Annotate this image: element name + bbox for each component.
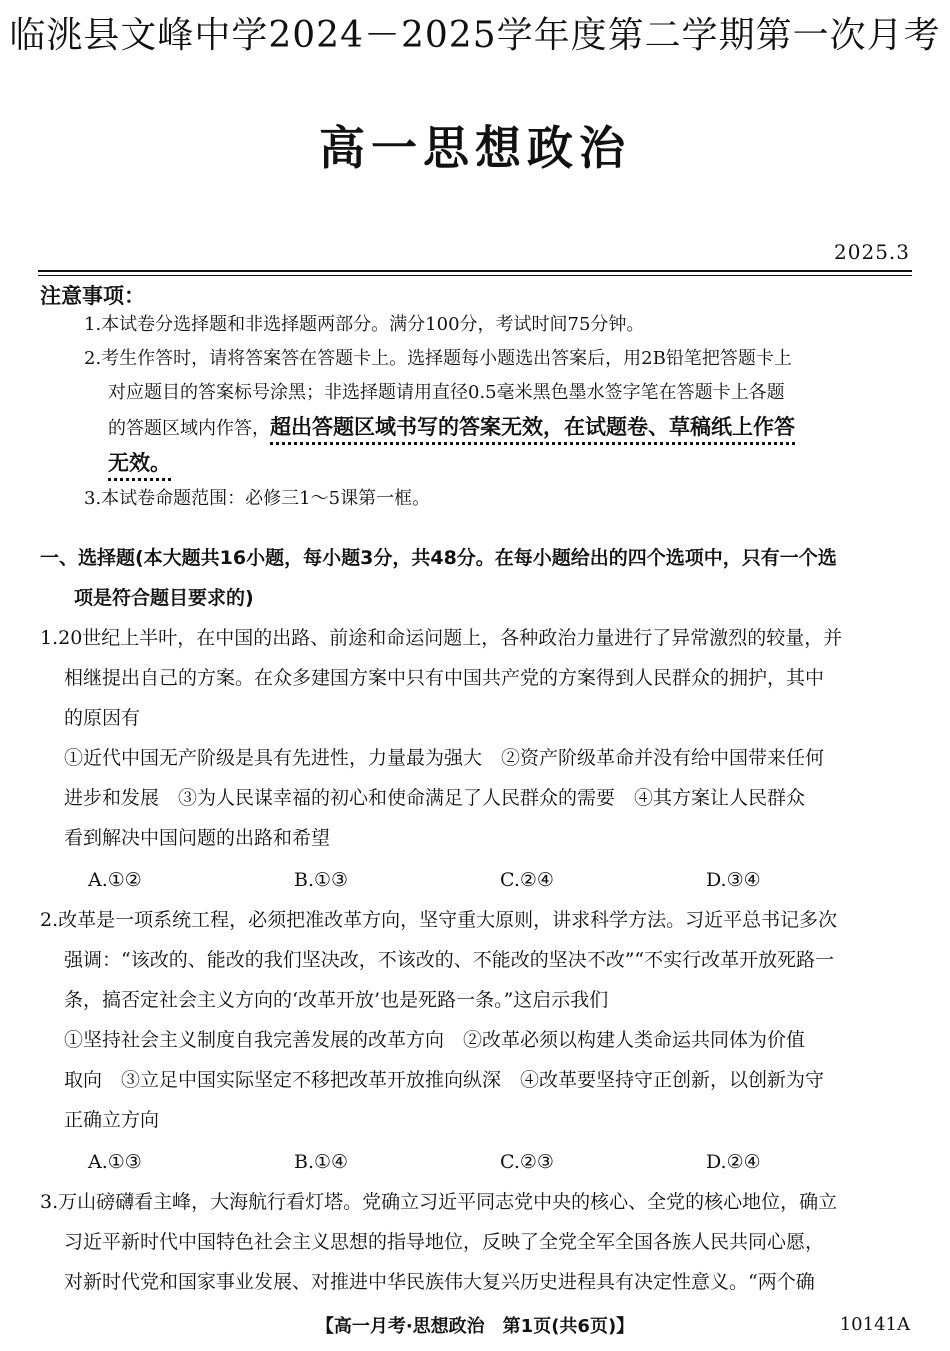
question-2 xyxy=(40,900,912,1140)
q2-option-c[interactable]: C.②③ xyxy=(500,1151,554,1173)
paper-code: 10141A xyxy=(839,1314,910,1335)
q1-line-1: 1.20世纪上半叶，在中国的出路、前途和命运问题上，各种政治力量进行了异常激烈的较量，并 xyxy=(40,627,843,649)
q1-line-6: 看到解决中国问题的出路和希望 xyxy=(64,827,331,849)
subject-title: 高一思想政治 xyxy=(319,121,631,175)
notice-item-3: 3.本试卷命题范围：必修三1～5课第一框。 xyxy=(84,488,431,509)
q2-option-a[interactable]: A.①③ xyxy=(88,1151,142,1173)
q1-line-2: 相继提出自己的方案。在众多建国方案中只有中国共产党的方案得到人民群众的拥护，其中 xyxy=(64,667,825,689)
notice-item-2-line-4 xyxy=(40,446,910,482)
divider-thin xyxy=(38,275,912,276)
notice-item-2-line-2: 对应题目的答案标号涂黑；非选择题请用直径0.5毫米黑色墨水签字笔在答题卡上各题 xyxy=(108,382,785,403)
q1-line-5: 进步和发展 ③为人民谋幸福的初心和使命满足了人民群众的需要 ④其方案让人民群众 xyxy=(64,787,806,809)
section-heading-line-1: 一、选择题(本大题共16小题，每小题3分，共48分。在每小题给出的四个选项中，只有一个选 xyxy=(40,547,837,569)
notice-item-2-line-3 xyxy=(40,410,910,446)
section-heading-line-2: 项是符合题目要求的) xyxy=(74,587,254,609)
q3-line-1: 3.万山磅礴看主峰，大海航行看灯塔。党确立习近平同志党中央的核心、全党的核心地位，确立 xyxy=(40,1191,838,1213)
q2-line-3: 条，搞否定社会主义方向的‘改革开放’也是死路一条。”这启示我们 xyxy=(64,989,609,1011)
q2-line-4: ①坚持社会主义制度自我完善发展的改革方向 ②改革必须以构建人类命运共同体为价值 xyxy=(64,1029,806,1051)
notice-emphasis-end: 无效。 xyxy=(108,451,171,475)
notice-item-2-line-1: 2.考生作答时，请将答案答在答题卡上。选择题每小题选出答案后，用2B铅笔把答题卡上 xyxy=(84,348,792,369)
q1-option-b[interactable]: B.①③ xyxy=(294,869,349,891)
q2-line-1: 2.改革是一项系统工程，必须把准改革方向，坚守重大原则，讲求科学方法。习近平总书记多次 xyxy=(40,909,838,931)
q2-option-b[interactable]: B.①④ xyxy=(294,1151,349,1173)
q2-line-6: 正确立方向 xyxy=(64,1109,160,1131)
q1-options xyxy=(88,862,912,898)
q1-line-3: 的原因有 xyxy=(64,707,141,729)
question-3 xyxy=(40,1182,912,1302)
notice-emphasis: 超出答题区域书写的答案无效，在试题卷、草稿纸上作答 xyxy=(270,415,795,439)
q1-option-d[interactable]: D.③④ xyxy=(706,869,761,891)
q1-option-a[interactable]: A.①② xyxy=(88,869,142,891)
notice-item-2-text: 的答题区域内作答， xyxy=(108,418,270,439)
q1-line-4: ①近代中国无产阶级是具有先进性，力量最为强大 ②资产阶级革命并没有给中国带来任何 xyxy=(64,747,825,769)
question-1 xyxy=(40,618,912,858)
q2-line-2: 强调：“该改的、能改的我们坚决改，不该改的、不能改的坚决不改”“不实行改革开放死路一 xyxy=(64,949,835,971)
q2-option-d[interactable]: D.②④ xyxy=(706,1151,761,1173)
section-heading xyxy=(40,538,912,618)
divider-thick xyxy=(38,270,912,272)
exam-title: 临洮县文峰中学2024－2025学年度第二学期第一次月考 xyxy=(9,15,941,56)
q3-line-2: 习近平新时代中国特色社会主义思想的指导地位，反映了全党全军全国各族人民共同心愿， xyxy=(64,1231,825,1253)
notice-list xyxy=(40,308,910,516)
page-footer: 【高一月考·思想政治 第1页(共6页)】 xyxy=(315,1316,635,1337)
exam-date: 2025.3 xyxy=(834,240,910,264)
q3-line-3: 对新时代党和国家事业发展、对推进中华民族伟大复兴历史进程具有决定性意义。“两个确 xyxy=(64,1271,815,1293)
notice-item-1: 1.本试卷分选择题和非选择题两部分。满分100分，考试时间75分钟。 xyxy=(84,314,645,335)
notice-heading: 注意事项： xyxy=(40,284,145,308)
q1-option-c[interactable]: C.②④ xyxy=(500,869,554,891)
q2-options xyxy=(88,1144,912,1180)
q2-line-5: 取向 ③立足中国实际坚定不移把改革开放推向纵深 ④改革要坚持守正创新，以创新为守 xyxy=(64,1069,825,1091)
